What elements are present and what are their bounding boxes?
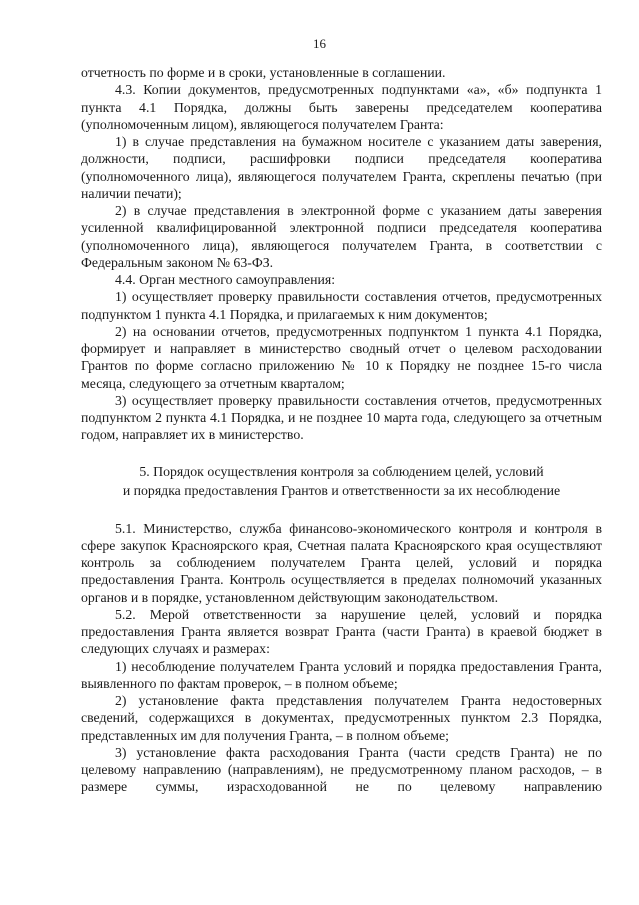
paragraph-5-1: 5.1. Министерство, служба финансово-экономического контроля и контроля в сфере закупок Красноярского края, Счетная палата Красноярского края осуществляют контроль за соблюдением получателем Гранта целей, условий и порядка предоставления Гранта. Контроль осуществляется в пределах полномочий указанных органов и в порядке, установленном действующим законодательством. — [81, 520, 602, 605]
section-heading-line-2: и порядка предоставления Грантов и ответственности за их несоблюдение — [122, 482, 561, 498]
paragraph-4-3-item-1: 1) в случае представления на бумажном носителе с указанием даты заверения, должности, подписи, расшифровки подписи председателя кооператива (уполномоченного лица), являющегося получателем Гранта, скреплены печатью (при наличии печати); — [81, 134, 602, 201]
paragraph: отчетность по форме и в сроки, установленные в соглашении. — [81, 65, 446, 80]
section-heading-line-1: 5. Порядок осуществления контроля за соблюдением целей, условий — [139, 463, 544, 479]
paragraphs-before — [81, 64, 602, 444]
paragraph-4-4-item-1: 1) осуществляет проверку правильности составления отчетов, предусмотренных подпунктом 1 пункта 4.1 Порядка, и прилагаемых к ним документов; — [81, 289, 602, 322]
page-number: 16 — [313, 36, 326, 51]
paragraph-4-3: 4.3. Копии документов, предусмотренных подпунктами «а», «б» подпункта 1 пункта 4.1 Порядка, должны быть заверены председателем кооператива (уполномоченным лицом), являющегося получателем Гранта: — [81, 82, 602, 132]
paragraphs-after — [81, 520, 602, 796]
paragraph-4-3-item-2: 2) в случае представления в электронной форме с указанием даты заверения усиленной квалифицированной электронной подписи председателя кооператива (уполномоченного лица), являющегося получателем Гранта, в соответствии с Федеральным законом № 63-ФЗ. — [81, 203, 602, 270]
paragraph-5-2-item-2: 2) установление факта представления получателем Гранта недостоверных сведений, содержащихся в документах, предусмотренных пунктом 2.3 Порядка, представленных им для получения Гранта, – в полном объеме; — [81, 693, 602, 743]
document-body — [81, 64, 602, 796]
paragraph-5-2-item-1: 1) несоблюдение получателем Гранта условий и порядка предоставления Гранта, выявленного по фактам проверок, – в полном объеме; — [81, 658, 602, 691]
paragraph-4-4-item-2: 2) на основании отчетов, предусмотренных подпунктом 1 пункта 4.1 Порядка, формирует и направляет в министерство сводный отчет о целевом расходовании Грантов по форме согласно приложению № 10 к Порядку не позднее 15-го числа месяца, следующего за отчетным кварталом; — [81, 323, 602, 391]
paragraph-4-4: 4.4. Орган местного самоуправления: — [115, 272, 336, 287]
paragraph-5-2-item-3: 3) установление факта расходования Гранта (части средств Гранта) не по целевому направлению (направлениям), не предусмотренному планом расходов, – в размере суммы, израсходованной не по целевому направлению — [81, 744, 602, 795]
paragraph-5-2: 5.2. Мерой ответственности за нарушение целей, условий и порядка предоставления Гранта является возврат Гранта (части Гранта) в краевой бюджет в следующих случаях и размерах: — [81, 606, 602, 657]
section-heading — [81, 462, 602, 500]
paragraph-4-4-item-3: 3) осуществляет проверку правильности составления отчетов, предусмотренных подпунктом 2 пункта 4.1 Порядка, и не позднее 10 марта года, следующего за отчетным годом, направляет их в министерство. — [81, 392, 602, 443]
